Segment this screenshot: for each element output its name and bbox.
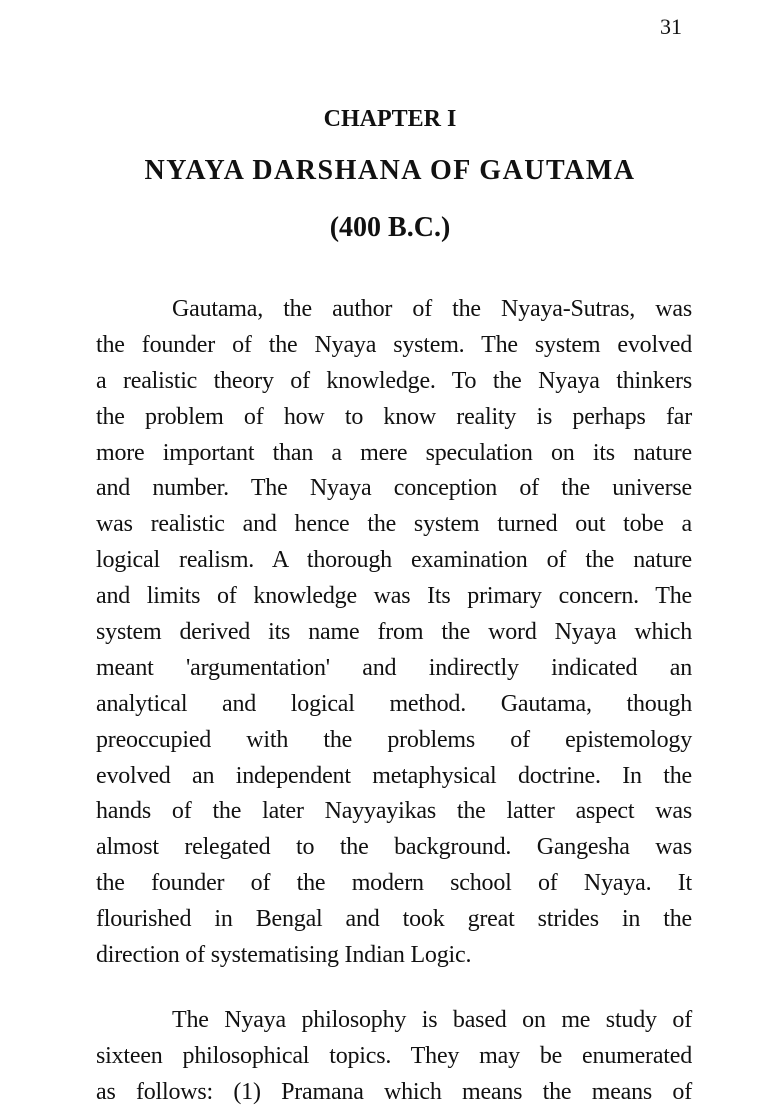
text-line: sixteen philosophical topics. They may be enumerated [96,1042,692,1069]
text-line: Gautama, the author of the Nyaya-Sutras, was [172,296,692,322]
text-line: evolved an independent metaphysical doctrine. In the [96,762,692,789]
text-line: almost relegated to the background. Gangesha was [96,834,692,861]
body-text [96,292,692,1111]
text-line: analytical and logical method. Gautama, though [96,690,692,717]
text-line: as follows: (1) Pramana which means the means of [96,1078,692,1105]
paragraph-gap [96,974,692,1003]
text-line: system derived its name from the word Nyaya which [96,619,692,646]
text-line: meant 'argumentation' and indirectly indicated an [96,654,692,681]
text-line: the problem of how to know reality is perhaps far [96,403,692,430]
text-line: direction of systematising Indian Logic. [96,942,472,969]
chapter-title: NYAYA DARSHANA OF GAUTAMA [144,155,636,186]
text-line: hands of the later Nayyayikas the latter aspect was [96,798,692,825]
page-number: 31 [660,14,682,39]
text-line: the founder of the Nyaya system. The system evolved [96,331,692,358]
text-line: flourished in Bengal and took great strides in the [96,906,692,933]
text-line: and limits of knowledge was Its primary concern. The [96,583,692,610]
text-line: a realistic theory of knowledge. To the Nyaya thinkers [96,367,692,394]
text-line: logical realism. A thorough examination of the nature [96,547,692,574]
chapter-label: CHAPTER I [323,106,457,132]
paragraph [96,292,692,974]
text-line: was realistic and hence the system turned out tobe a [96,511,692,538]
paragraph [96,1003,692,1111]
text-line: more important than a mere speculation on its nature [96,439,692,466]
text-line: The Nyaya philosophy is based on me study of [172,1006,692,1033]
chapter-date: (400 B.C.) [329,212,451,243]
text-line: the founder of the modern school of Nyaya. It [96,870,692,897]
text-line: and number. The Nyaya conception of the universe [96,475,692,502]
text-line: preoccupied with the problems of epistemology [96,726,692,753]
